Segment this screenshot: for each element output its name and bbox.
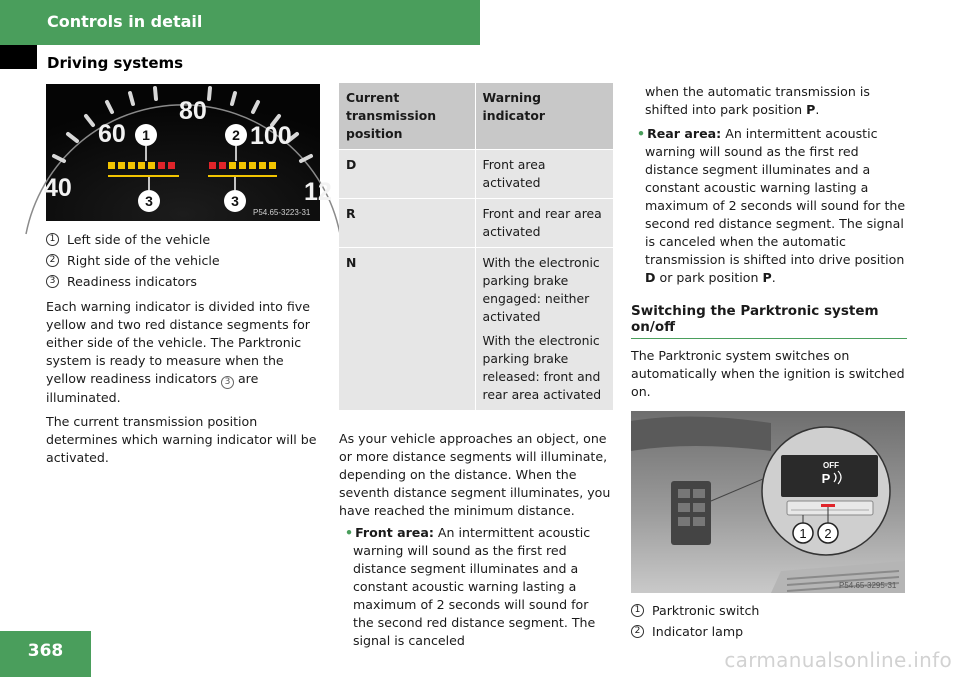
indicator-line: With the electronic parking brake engaged: neither activated <box>482 255 600 324</box>
callout-2-label: 2 <box>824 526 832 541</box>
callout-1-label: 1 <box>142 127 150 143</box>
bullet-text: or park position <box>659 270 759 285</box>
legend-text: Parktronic switch <box>652 603 760 618</box>
console-button <box>678 517 690 526</box>
rear-area-bullet <box>631 125 907 287</box>
table-row <box>339 248 613 411</box>
parktronic-switch[interactable] <box>787 501 873 515</box>
watermark: carmanualsonline.info <box>724 648 952 672</box>
callout-3-left-label: 3 <box>145 193 153 209</box>
legend-text: Left side of the vehicle <box>67 232 211 247</box>
callout-3-right-label: 3 <box>231 193 239 209</box>
legend-number: 3 <box>46 275 59 288</box>
section-title: Driving systems <box>47 54 184 72</box>
paragraph-text: are illuminated. <box>46 371 259 405</box>
console-button <box>678 489 690 498</box>
park-position-label: P <box>806 102 816 117</box>
console-button <box>693 489 705 498</box>
p-symbol: P <box>821 471 831 486</box>
legend-text: Readiness indicators <box>67 274 197 289</box>
bullet-icon: • <box>345 525 354 540</box>
segments-paragraph <box>46 298 321 407</box>
drive-position-label: D <box>645 270 656 285</box>
legend-number: 1 <box>46 233 59 246</box>
legend-item <box>631 621 907 642</box>
table-cell-position: N <box>339 248 475 411</box>
bullet-text: when the automatic transmission is shifted into park position <box>645 84 870 117</box>
speed-label-60: 60 <box>98 120 126 148</box>
punctuation: . <box>815 102 820 117</box>
column-left <box>44 84 332 467</box>
legend-text: Indicator lamp <box>652 624 744 639</box>
transmission-paragraph: The current transmission position determines which warning indicator will be activated. <box>46 413 317 465</box>
callout-1-label: 1 <box>799 526 807 541</box>
table-cell-position: R <box>339 199 475 248</box>
table-header-row <box>339 83 613 150</box>
figure-code: P54.65-3223-31 <box>253 208 311 217</box>
switching-section-title: Switching the Parktronic system on/off <box>631 303 907 339</box>
table-cell-indicator: Front and rear area activated <box>475 199 613 248</box>
table-cell-indicator: Front area activated <box>475 150 613 199</box>
off-label: OFF <box>823 461 839 470</box>
figure-code: P54.65-3295-31 <box>839 581 897 590</box>
speed-label-80: 80 <box>179 97 207 125</box>
bullet-text: An intermittent acoustic warning will sound as the first red distance segment illuminates and a constant acoustic warning lasting a maximum of 2 seconds will sound for the second red distance segment. The signal is canceled <box>353 525 596 648</box>
indicator-line: With the electronic parking brake released: front and rear area activated <box>482 333 602 402</box>
park-position-label: P <box>762 270 772 285</box>
switching-paragraph: The Parktronic system switches on automatically when the ignition is switched on. <box>631 348 905 399</box>
bullet-label: Rear area: <box>647 126 722 141</box>
punctuation: . <box>771 270 776 285</box>
warning-table <box>339 83 613 410</box>
console-button <box>678 503 690 512</box>
table-row <box>339 150 613 199</box>
front-area-bullet <box>339 524 613 650</box>
legend-number: 2 <box>46 254 59 267</box>
table-header: Warning indicator <box>475 83 613 150</box>
parktronic-switch-figure <box>631 411 905 593</box>
console-button <box>693 517 705 526</box>
bullet-icon: • <box>637 126 646 141</box>
table-cell-indicator <box>475 248 613 411</box>
legend-item <box>46 229 321 250</box>
approach-paragraph: As your vehicle approaches an object, one or more distance segments will illuminate, depending on the distance. When the seventh distance segment illuminates, you have reached the minimum distance. <box>339 431 611 518</box>
page-number: 368 <box>27 641 64 661</box>
switch-legend <box>631 600 907 642</box>
legend-text: Right side of the vehicle <box>67 253 220 268</box>
speed-label-100: 100 <box>250 122 292 150</box>
section-marker <box>0 45 37 69</box>
bullet-label: Front area: <box>355 525 434 540</box>
gauge-legend <box>46 229 321 292</box>
callout-2-label: 2 <box>232 127 240 143</box>
legend-item <box>631 600 907 621</box>
table-header: Current transmission position <box>339 83 475 150</box>
bullet-text: An intermittent acoustic warning will sound as the first red distance segment illuminates and a constant acoustic warning lasting a maximum of 2 seconds will sound for the second red distance segment. The signal is canceled when the automatic transmission is shifted into drive position <box>645 126 906 267</box>
column-right <box>631 83 907 642</box>
front-area-continued <box>631 83 907 119</box>
chapter-tab <box>0 0 480 45</box>
readiness-reference: 3 <box>221 376 234 389</box>
console-button <box>693 503 705 512</box>
legend-item <box>46 271 321 292</box>
page-number-tab <box>0 631 91 677</box>
legend-number: 2 <box>631 625 644 638</box>
paragraph-text: Each warning indicator is divided into five yellow and two red distance segments for either side of the vehicle. The Parktronic system is ready to measure when the yellow readiness indicators <box>46 299 310 386</box>
column-middle <box>339 83 613 650</box>
indicator-lamp <box>821 504 835 507</box>
table-cell-position: D <box>339 150 475 199</box>
legend-number: 1 <box>631 604 644 617</box>
chapter-title: Controls in detail <box>47 12 203 31</box>
legend-item <box>46 250 321 271</box>
dashboard-top <box>631 416 771 451</box>
speed-label-120: 12 <box>304 178 332 206</box>
table-row <box>339 199 613 248</box>
speedometer-figure <box>44 84 332 221</box>
speed-label-40: 40 <box>44 174 72 202</box>
